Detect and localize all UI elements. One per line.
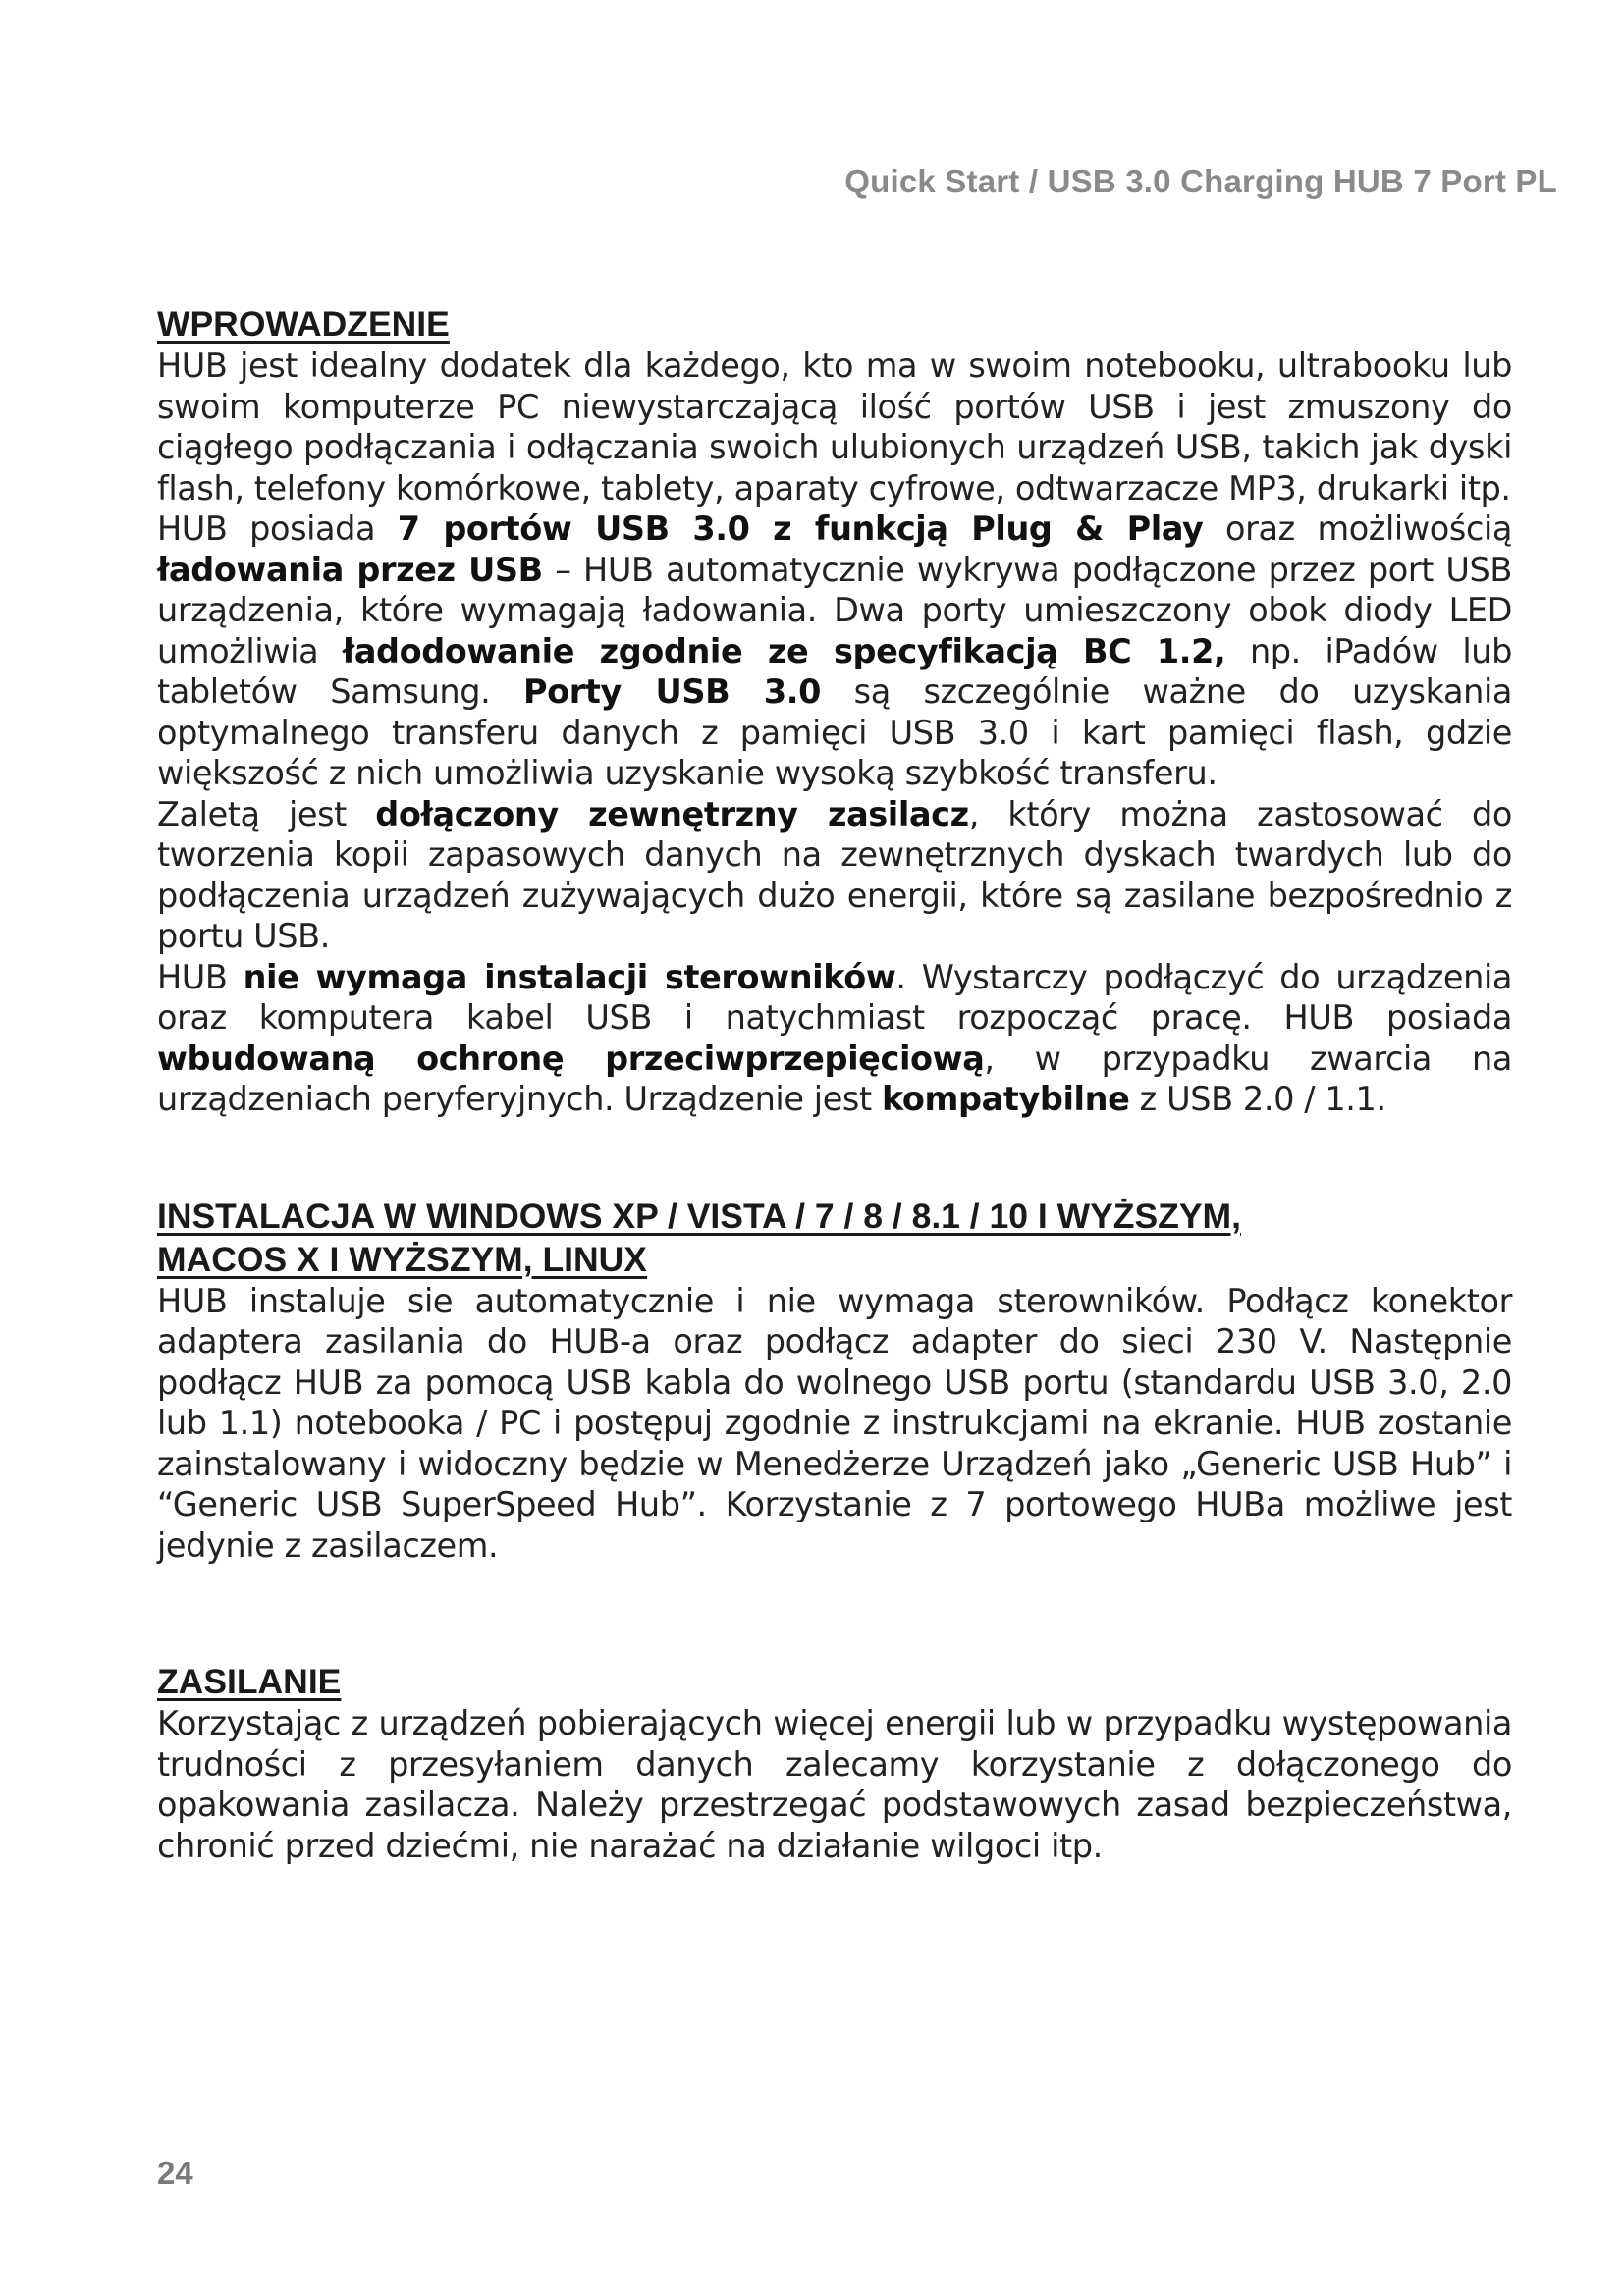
bold-run: ładowania przez USB — [157, 550, 543, 589]
bold-run: Porty USB 3.0 — [522, 672, 822, 711]
section-spacer — [157, 1120, 1512, 1195]
section-heading-power: ZASILANIE — [157, 1662, 342, 1701]
text-run: z USB 2.0 / 1.1. — [1129, 1080, 1386, 1118]
intro-paragraph-3 — [157, 794, 1512, 957]
bold-run: dołączony zewnętrzny zasilacz — [375, 794, 969, 833]
bold-run: nie wymaga instalacji sterowników — [243, 957, 896, 996]
install-paragraph: HUB instaluje sie automatycznie i nie wymaga sterowników. Podłącz konektor adaptera zasilania do HUB-a oraz podłącz adapter do sieci 230 V. Następnie podłącz HUB za pomocą USB kabla do wolnego USB portu (standardu USB 3.0, 2.0 lub 1.1) notebooka / PC i postępuj zgodnie z instrukcjami na ekranie. HUB zostanie zainstalowany i widoczny będzie w Menedżerze Urządzeń jako „Generic USB Hub” i “Generic USB SuperSpeed Hub”. Korzystanie z 7 portowego HUBa możliwe jest jedynie z zasilaczem. — [157, 1281, 1512, 1565]
power-paragraph: Korzystając z urządzeń pobierających więcej energii lub w przypadku występowania trudności z przesyłaniem danych zalecamy korzystanie z dołączonego do opakowania zasilacza. Należy przestrzegać podstawowych zasad bezpieczeństwa, chronić przed dziećmi, nie narażać na działanie wilgoci itp. — [157, 1704, 1512, 1865]
text-run: HUB — [157, 957, 244, 996]
install-section — [157, 1195, 1512, 1567]
text-run: – HUB automatycznie wykrywa podłączone przez port USB urządzenia, które wymagają ładowania. Dwa porty umieszczony obok diody LED umożliwia — [157, 550, 1512, 670]
text-run: , który można zastosować do tworzenia kopii zapasowych danych na zewnętrznych dyskach twardych lub do podłączenia urządzeń zużywających dużo energii, które są zasilane bezpośrednio z portu USB. — [157, 794, 1512, 955]
section-spacer — [157, 1566, 1512, 1660]
bold-run: 7 portów USB 3.0 z funkcją Plug & Play — [397, 509, 1204, 548]
text-run: np. iPadów lub tabletów Samsung. — [157, 631, 1512, 711]
text-run: , w przypadku zwarcia na urządzeniach peryferyjnych. Urządzenie jest — [157, 1039, 1512, 1118]
intro-paragraph-1: HUB jest idealny dodatek dla każdego, kto ma w swoim notebooku, ultrabooku lub swoim komputerze PC niewystarczającą ilość portów USB i jest zmuszony do ciągłego podłączania i odłączania swoich ulubionych urządzeń USB, takich jak dyski flash, telefony komórkowe, tablety, aparaty cyfrowe, odtwarzacze MP3, drukarki itp. — [157, 347, 1512, 507]
intro-section — [157, 302, 1512, 1120]
text-run: Zaletą jest — [157, 794, 376, 833]
page-number: 24 — [157, 2155, 193, 2191]
section-heading-intro: WPROWADZENIE — [157, 304, 450, 344]
bold-run: wbudowaną ochronę przeciwprzepięciową — [157, 1039, 985, 1078]
heading-line: MACOS X I WYŻSZYM, LINUX — [157, 1239, 647, 1279]
bold-run: kompatybilne — [881, 1080, 1130, 1118]
intro-paragraph-4 — [157, 957, 1512, 1120]
running-header: Quick Start / USB 3.0 Charging HUB 7 Port PL — [844, 163, 1557, 199]
intro-paragraph-2 — [157, 508, 1512, 794]
text-run: . Wystarczy podłączyć do urządzenia oraz komputera kabel USB i natychmiast rozpocząć pracę. HUB posiada — [157, 957, 1512, 1037]
bold-run: ładodowanie zgodnie ze specyfikacją BC 1.2, — [342, 631, 1226, 670]
page-content — [157, 302, 1512, 1866]
text-run: oraz możliwością — [1203, 509, 1512, 548]
section-heading-install — [157, 1195, 1512, 1281]
text-run: są szczególnie ważne do uzyskania optymalnego transferu danych z pamięci USB 3.0 i kart pamięci flash, gdzie większość z nich umożliwia uzyskanie wysoką szybkość transferu. — [157, 672, 1512, 792]
text-run: HUB posiada — [157, 509, 398, 548]
power-section — [157, 1660, 1512, 1866]
heading-line: INSTALACJA W WINDOWS XP / VISTA / 7 / 8 / 8.1 / 10 I WYŻSZYM, — [157, 1196, 1241, 1236]
